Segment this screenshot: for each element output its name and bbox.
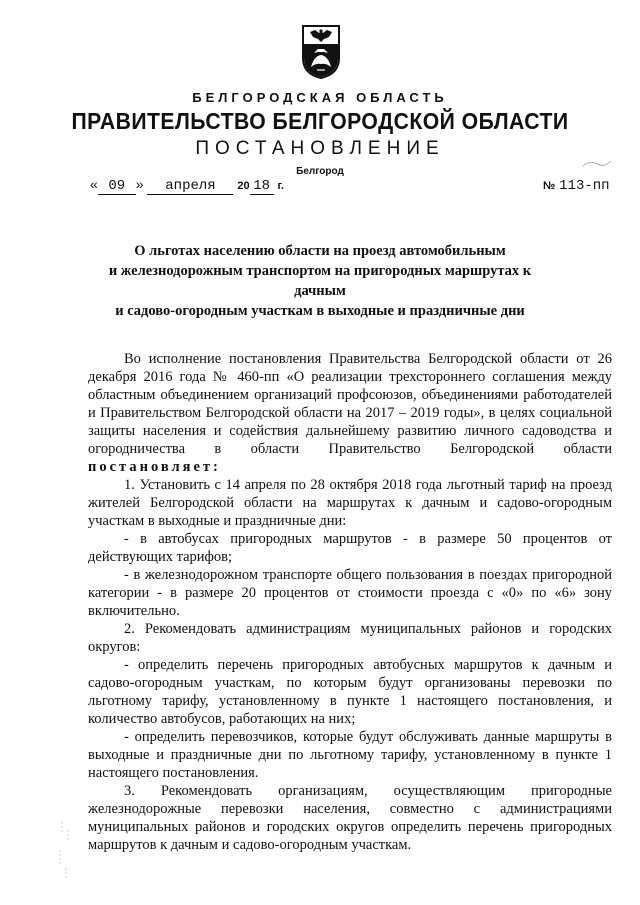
body-intro bbox=[88, 350, 612, 476]
document-body bbox=[88, 350, 612, 854]
body-paragraph: - в автобусах пригородных маршрутов - в размере 50 процентов от действующих тарифов; bbox=[88, 531, 612, 565]
number-value: 113-пп bbox=[559, 178, 610, 194]
pen-mark-icon bbox=[582, 158, 612, 168]
scan-artifact-marks bbox=[42, 820, 82, 890]
document-number bbox=[543, 176, 610, 194]
title-line-2: и железнодорожным транспортом на пригородных маршрутах к дачным bbox=[108, 263, 532, 299]
date-close-quote: » bbox=[135, 176, 144, 192]
date-year-abbr: г. bbox=[277, 180, 285, 192]
date-open-quote: « bbox=[90, 176, 98, 192]
body-paragraph: 3. Рекомендовать организациям, осуществляющим пригородные железнодорожные перевозки населения, совместно с администрациями муниципальных районов и городских округов определить перечень пригородных маршрутов к дачным и садово-огородным участкам. bbox=[88, 783, 612, 853]
intro-text: Во исполнение постановления Правительства Белгородской области от 26 декабря 2016 года № 460-пп «О реализации трехстороннего соглашения между областным объединением организаций профсоюзов, объединениями работодателей и Правительством Белгородской области на 2017 – 2019 годы», в целях социальной защиты населения и содействия дальнейшему развитию личного садоводства и огородничества в области Правительство Белгородской области bbox=[88, 351, 612, 457]
date-year-suffix: 18 bbox=[250, 178, 274, 195]
city-name: Белгород bbox=[296, 166, 344, 177]
date-day: 09 bbox=[98, 178, 136, 195]
document-date bbox=[90, 176, 284, 195]
region-name: БЕЛГОРОДСКАЯ ОБЛАСТЬ bbox=[192, 90, 448, 105]
decree-word: постановляет: bbox=[88, 459, 221, 475]
document-title bbox=[85, 241, 555, 321]
body-paragraph: 1. Установить с 14 апреля по 28 октября 2018 года льготный тариф на проезд жителей Белгородской области на маршрутах к дачным и садово-огородным участкам в выходные и праздничные дни: bbox=[88, 477, 612, 529]
body-paragraph: 2. Рекомендовать администрациям муниципальных районов и городских округов: bbox=[88, 621, 612, 655]
title-line-1: О льготах населению области на проезд автомобильным bbox=[134, 243, 506, 259]
date-month: апреля bbox=[147, 178, 233, 195]
body-paragraph: - в железнодорожном транспорте общего пользования в поездах пригородной категории - в размере 20 процентов от стоимости проезда с «0» по «6» зону включительно. bbox=[88, 567, 612, 619]
title-line-3: и садово-огородным участкам в выходные и праздничные дни bbox=[115, 303, 525, 319]
document-type: ПОСТАНОВЛЕНИЕ bbox=[195, 138, 445, 159]
coat-of-arms-icon bbox=[300, 22, 342, 80]
number-sign: № bbox=[543, 180, 556, 192]
body-paragraph: - определить перечень пригородных автобусных маршрутов к дачным и садово-огородным участкам, по которым будут организованы перевозки по льготному тарифу, установленному в пункте 1 настоящего постановления, и количество автобусов, работающих на них; bbox=[88, 657, 612, 727]
government-name: ПРАВИТЕЛЬСТВО БЕЛГОРОДСКОЙ ОБЛАСТИ bbox=[71, 108, 569, 134]
body-paragraph: - определить перевозчиков, которые будут обслуживать данные маршруты в выходные и праздничные дни по льготному тарифу, установленному в пункте 1 настоящего постановления. bbox=[88, 729, 612, 781]
date-year-prefix: 20 bbox=[237, 180, 250, 192]
